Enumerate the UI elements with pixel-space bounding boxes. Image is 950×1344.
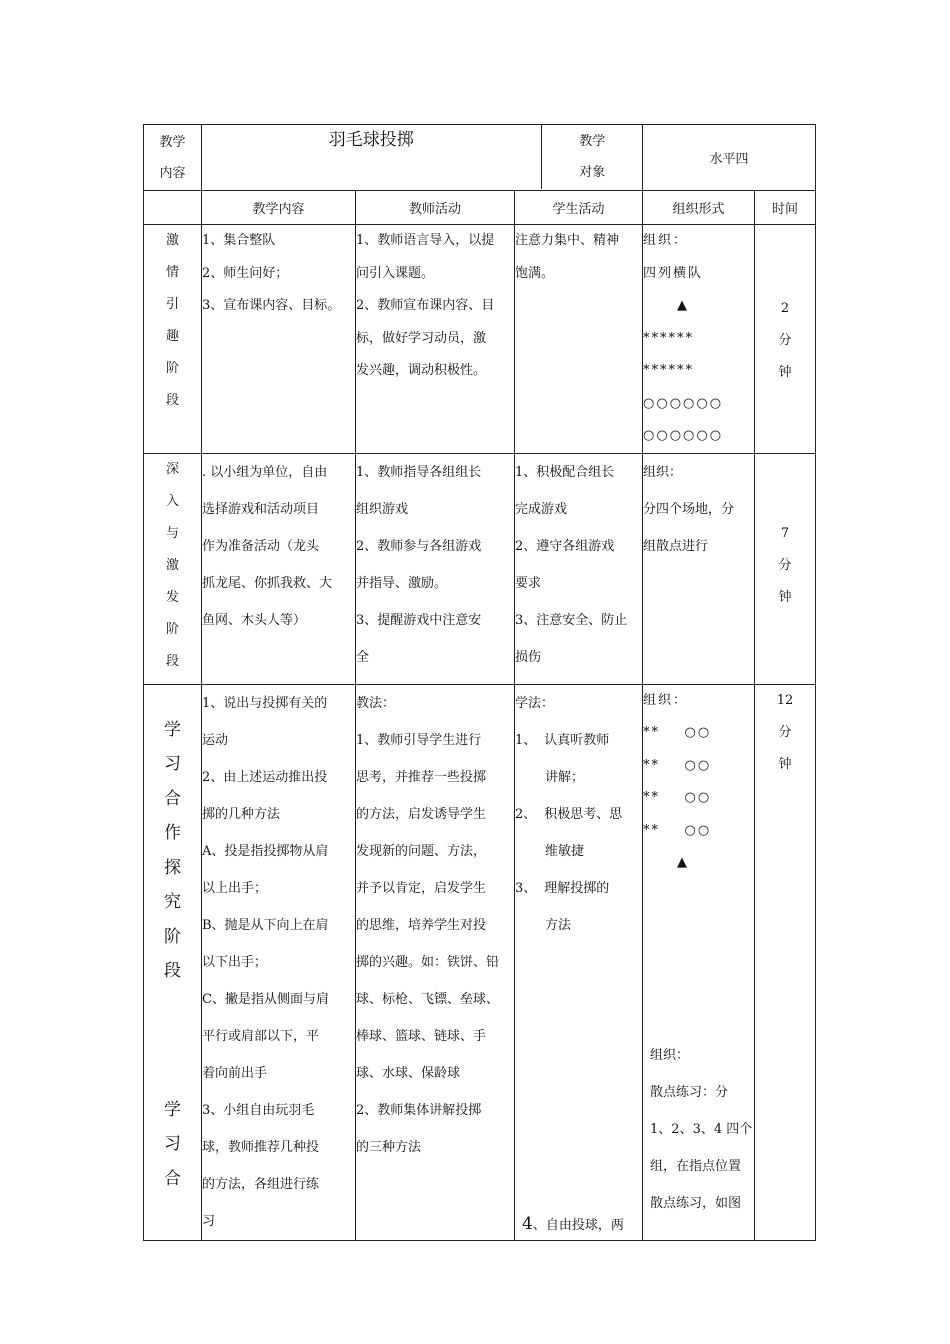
target-label-cell bbox=[541, 125, 643, 189]
label-line: 教学 bbox=[579, 134, 606, 149]
text-line: 并指导、激励。 bbox=[356, 575, 448, 591]
text-line: 1、集合整队 bbox=[202, 233, 276, 248]
text-line: 发现新的问题、方法， bbox=[356, 843, 487, 859]
time-text: 分 bbox=[778, 724, 792, 740]
text-line: 组，在指点位置 bbox=[650, 1158, 742, 1174]
text-line: 全 bbox=[356, 649, 370, 665]
text-line: 2、教师参与各组游戏 bbox=[356, 538, 482, 554]
text-line: 方法 bbox=[545, 917, 572, 933]
text-line: 认真听教师 bbox=[544, 732, 610, 748]
stage-char: 学 bbox=[164, 719, 181, 740]
text-line: 掷的几种方法 bbox=[202, 806, 281, 822]
text-line: C、撇是指从侧面与肩 bbox=[202, 991, 329, 1007]
text-line: 运动 bbox=[202, 732, 229, 748]
text-line: 注意力集中、精神 bbox=[515, 233, 620, 248]
time-text: 钟 bbox=[778, 756, 792, 772]
text-line: 散点练习：分 bbox=[650, 1084, 729, 1100]
org-top bbox=[643, 685, 754, 880]
formation-line: ****** bbox=[643, 363, 695, 378]
table-row bbox=[144, 453, 816, 684]
text-line: A、投是指投掷物从肩 bbox=[202, 843, 329, 859]
text-line: 的方法，启发诱导学生 bbox=[356, 806, 487, 822]
text-line: 分四个场地，分 bbox=[643, 501, 735, 517]
formation-line: ○○○○○○ bbox=[643, 428, 724, 443]
text-line: 四列横队 bbox=[643, 265, 704, 281]
level-cell: 水平四 bbox=[643, 125, 816, 191]
column-header: 学生活动 bbox=[515, 191, 643, 225]
stage-char: 趣 bbox=[165, 329, 179, 344]
text-line: 鱼网、木头人等） bbox=[202, 612, 307, 628]
text-line: 讲解； bbox=[545, 769, 585, 785]
content-cell bbox=[202, 684, 356, 1240]
lesson-title: 羽毛球投掷 bbox=[202, 125, 541, 189]
stage-cell bbox=[144, 453, 202, 684]
stage-cell bbox=[144, 684, 202, 1240]
text-line: 散点练习，如图 bbox=[650, 1195, 742, 1211]
text-line: . 以小组为单位，自由 bbox=[202, 464, 328, 480]
stage-char: 入 bbox=[165, 493, 179, 509]
content-cell bbox=[202, 453, 356, 684]
stage-char: 习 bbox=[164, 754, 181, 774]
student-cell bbox=[515, 225, 643, 454]
text-line: 选择游戏和活动项目 bbox=[202, 501, 320, 517]
time-text: 分 bbox=[778, 557, 792, 573]
text-line: 、自由投球，两 bbox=[532, 1217, 624, 1233]
item-number: 2、 bbox=[515, 806, 537, 822]
list-item bbox=[515, 722, 642, 759]
stage-char: 段 bbox=[165, 393, 179, 408]
formation-line: ** ○○ bbox=[643, 822, 712, 838]
time-text: 2 bbox=[780, 301, 790, 316]
teacher-triangle-icon: ▲ bbox=[677, 855, 690, 870]
stage-char: 作 bbox=[164, 823, 181, 843]
stage-char: 与 bbox=[165, 525, 179, 541]
stage-char: 阶 bbox=[165, 361, 179, 376]
student-cell bbox=[515, 684, 643, 1240]
stage-cell bbox=[144, 225, 202, 454]
stage-char: 段 bbox=[164, 961, 181, 981]
text-line: 理解投掷的 bbox=[544, 880, 610, 896]
text-line: 球、标枪、飞镖、垒球、 bbox=[356, 991, 500, 1007]
text-line: 平行或肩部以下，平 bbox=[202, 1028, 320, 1044]
text-line: 组散点进行 bbox=[643, 538, 709, 554]
text-line: 1、说出与投掷有关的 bbox=[202, 695, 328, 711]
stage-char: 阶 bbox=[164, 926, 181, 947]
label-line: 对象 bbox=[579, 165, 606, 180]
label-line: 内容 bbox=[159, 165, 186, 181]
time-text: 钟 bbox=[778, 365, 792, 380]
text-line: 1、教师引导学生进行 bbox=[356, 732, 482, 748]
text-line: 的方法，各组进行练 bbox=[202, 1176, 320, 1192]
time-cell bbox=[755, 684, 816, 1240]
text-line: 发兴趣，调动积极性。 bbox=[356, 363, 487, 378]
text-line: 1、积极配合组长 bbox=[515, 464, 615, 480]
table-row bbox=[144, 225, 816, 454]
text-line: 1、2、3、4 四个 bbox=[650, 1121, 753, 1137]
stage-char: 究 bbox=[164, 892, 181, 912]
header-row bbox=[144, 125, 816, 191]
text-line: 1、教师指导各组组长 bbox=[356, 464, 482, 480]
text-line: 2、遵守各组游戏 bbox=[515, 538, 615, 554]
content-label-cell bbox=[144, 125, 202, 191]
teacher-cell bbox=[356, 684, 515, 1240]
text-line: 3、宣布课内容、目标。 bbox=[202, 298, 341, 313]
stage-char: 合 bbox=[164, 788, 181, 809]
text-line: 的思维，培养学生对投 bbox=[356, 917, 487, 933]
stage-char: 激 bbox=[165, 233, 179, 248]
content-lines bbox=[202, 685, 355, 1240]
stage-char: 探 bbox=[164, 857, 181, 878]
text-line: 积极思考、思 bbox=[544, 806, 623, 822]
text-line: 完成游戏 bbox=[515, 501, 568, 517]
stage-spacer bbox=[144, 989, 201, 1093]
text-line: 要求 bbox=[515, 575, 542, 591]
formation-line: ** ○○ bbox=[643, 725, 712, 740]
column-header: 教学内容 bbox=[202, 191, 356, 225]
text-line: 球、水球、保龄球 bbox=[356, 1065, 461, 1081]
formation-line: ** ○○ bbox=[643, 790, 712, 805]
text-line: 标，做好学习动员，激 bbox=[356, 330, 487, 346]
text-line: 饱满。 bbox=[515, 265, 555, 281]
stage-char: 阶 bbox=[165, 621, 179, 637]
text-line: 维敏捷 bbox=[545, 843, 585, 859]
item-number: 3、 bbox=[515, 880, 537, 896]
student-cell bbox=[515, 453, 643, 684]
teacher-cell bbox=[356, 225, 515, 454]
stage-char: 情 bbox=[165, 265, 179, 280]
column-header: 教师活动 bbox=[356, 191, 515, 225]
column-header: 时间 bbox=[755, 191, 816, 225]
text-line: 棒球、篮球、链球、手 bbox=[356, 1028, 487, 1044]
text-line: B、抛是从下向上在肩 bbox=[202, 917, 329, 933]
org-cell bbox=[643, 453, 755, 684]
text-line: 2、师生问好； bbox=[202, 265, 289, 281]
teacher-cell bbox=[356, 453, 515, 684]
time-cell bbox=[755, 453, 816, 684]
text-line: 组织： bbox=[643, 464, 683, 480]
formation-line: ○○○○○○ bbox=[643, 395, 724, 411]
text-line: 3、小组自由玩羽毛 bbox=[202, 1102, 315, 1118]
text-line: 以上出手； bbox=[202, 880, 268, 896]
stage-char: 合 bbox=[164, 1168, 181, 1189]
time-text: 12 bbox=[776, 692, 794, 708]
text-line: 掷的兴趣。如：铁饼、铅 bbox=[356, 954, 500, 970]
text-line: 抓龙尾、你抓我救、大 bbox=[202, 575, 333, 591]
time-cell bbox=[755, 225, 816, 454]
text-line: 2、教师宣布课内容、目 bbox=[356, 298, 495, 313]
stage-char: 激 bbox=[165, 557, 179, 573]
student-lines bbox=[515, 685, 642, 944]
org-bottom bbox=[650, 1037, 752, 1222]
item-number: 4 bbox=[522, 1213, 533, 1234]
stage-char: 引 bbox=[165, 297, 179, 312]
column-header: 组织形式 bbox=[643, 191, 755, 225]
table-row bbox=[144, 684, 816, 1240]
list-item bbox=[515, 870, 642, 907]
text-line: 2、教师集体讲解投掷 bbox=[356, 1102, 482, 1118]
stage-char: 深 bbox=[165, 461, 179, 477]
text-line: 的三种方法 bbox=[356, 1139, 422, 1155]
org-cell bbox=[643, 684, 755, 1240]
time-text: 钟 bbox=[778, 589, 792, 605]
text-line: 损伤 bbox=[515, 649, 542, 665]
text-line: 作为准备活动（龙头 bbox=[202, 538, 320, 554]
text-line: 习 bbox=[202, 1213, 216, 1229]
content-cell bbox=[202, 225, 356, 454]
student-tail-line bbox=[522, 1214, 624, 1234]
text-line: 3、注意安全、防止 bbox=[515, 612, 628, 628]
text-line: 以下出手； bbox=[202, 954, 268, 970]
label-line: 教学 bbox=[159, 134, 186, 150]
org-cell bbox=[643, 225, 755, 454]
title-cell bbox=[202, 125, 643, 191]
text-line: 并予以肯定，启发学生 bbox=[356, 880, 487, 896]
text-line: 1、教师语言导入，以提 bbox=[356, 233, 495, 248]
text-line: 球，教师推荐几种投 bbox=[202, 1139, 320, 1155]
time-text: 7 bbox=[780, 525, 790, 541]
text-line: 着向前出手 bbox=[202, 1065, 268, 1081]
time-text: 分 bbox=[778, 333, 792, 348]
lesson-plan-table bbox=[143, 124, 816, 1241]
item-number: 1、 bbox=[515, 732, 537, 748]
text-line: 3、提醒游戏中注意安 bbox=[356, 612, 482, 628]
title-split bbox=[202, 125, 643, 189]
text-line: 学法： bbox=[515, 695, 555, 711]
text-line: 思考，并推荐一些投掷 bbox=[356, 769, 487, 785]
formation-line: ****** bbox=[643, 330, 695, 346]
text-line: 问引入课题。 bbox=[356, 265, 435, 281]
text-line: 教法： bbox=[356, 695, 396, 711]
formation-line: ** ○○ bbox=[643, 757, 712, 773]
stage-char: 段 bbox=[165, 653, 179, 669]
stage-char: 习 bbox=[164, 1134, 181, 1154]
column-header-row bbox=[144, 191, 816, 225]
text-line: 组织： bbox=[643, 233, 689, 248]
text-line: 组织： bbox=[650, 1047, 690, 1063]
list-item bbox=[515, 796, 642, 833]
teacher-triangle-icon: ▲ bbox=[677, 298, 690, 313]
text-line: 2、由上述运动推出投 bbox=[202, 769, 328, 785]
blank-header bbox=[144, 191, 202, 225]
text-line: 组织游戏 bbox=[356, 501, 409, 517]
stage-char: 发 bbox=[165, 589, 179, 605]
stage-char: 学 bbox=[164, 1099, 181, 1120]
text-line: 组织： bbox=[643, 692, 689, 708]
